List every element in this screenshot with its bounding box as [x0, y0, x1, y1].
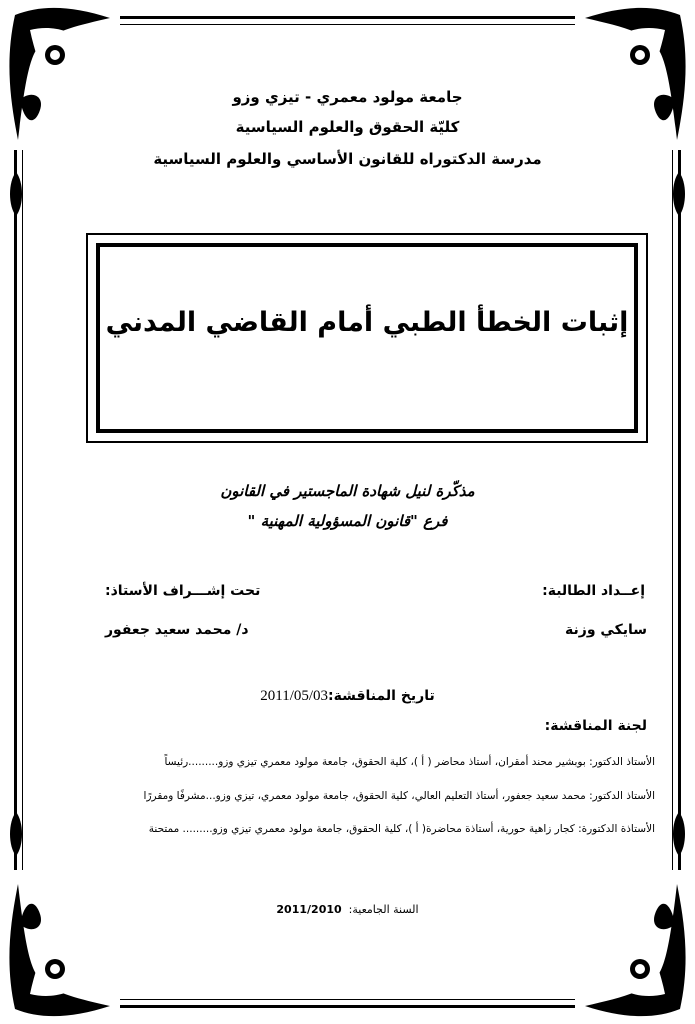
title-frame	[86, 233, 648, 443]
ornament-left-side-icon	[4, 170, 28, 218]
committee-member: الأستاذ الدكتور: بوبشير محند أمقران، أستاذ محاضر ( أ )، كلية الحقوق، جامعة مولود معمري تيزي وزو.........رئيساً	[164, 756, 655, 768]
ornament-bottom-left-icon	[0, 874, 120, 1024]
defense-label: تاريخ المناقشة:	[328, 688, 435, 704]
ornament-bottom-right-icon	[575, 874, 695, 1024]
supervisor-label: تحت إشـــراف الأستاذ:	[105, 583, 261, 599]
ornament-right-side-bottom-icon	[667, 810, 691, 858]
university-name: جامعة مولود معمري - تيزي وزو	[232, 88, 463, 106]
committee-label: لجنة المناقشة:	[544, 718, 647, 734]
defense-date: 2011/05/03	[260, 688, 329, 704]
ornament-left-side-bottom-icon	[4, 810, 28, 858]
committee-member: الأستاذ الدكتور: محمد سعيد جعفور، أستاذ التعليم العالي، كلية الحقوق، جامعة مولود معمري، تيزي وزو...مشرفًا ومقررًا	[143, 790, 655, 802]
student-label: إعــداد الطالبة:	[542, 583, 645, 599]
academic-year-value: 2011/2010	[276, 903, 342, 916]
supervisor-name: د/ محمد سعيد جعفور	[105, 622, 249, 638]
faculty-name: كليّة الحقوق والعلوم السياسية	[235, 118, 460, 136]
ornament-right-side-icon	[667, 170, 691, 218]
thesis-degree: مذكّرة لنيل شهادة الماجستير في القانون	[220, 482, 475, 500]
thesis-branch: فرع "قانون المسؤولية المهنية "	[247, 512, 448, 530]
academic-year-line	[0, 903, 695, 916]
committee-member: الأستاذة الدكتورة: كجار زاهية حورية، أستاذة محاضرة( أ )، كلية الحقوق، جامعة مولود معمري تيزي وزو......... ممتحنة	[148, 823, 655, 835]
student-name: سايكي وزنة	[565, 622, 647, 638]
academic-year-label: السنة الجامعية:	[348, 903, 419, 916]
defense-line	[0, 685, 695, 705]
doctoral-school-name: مدرسة الدكتوراه للقانون الأساسي والعلوم السياسية	[153, 150, 542, 168]
title-inner-frame	[96, 243, 638, 433]
thesis-title: إثبات الخطأ الطبي أمام القاضي المدني	[105, 307, 629, 338]
